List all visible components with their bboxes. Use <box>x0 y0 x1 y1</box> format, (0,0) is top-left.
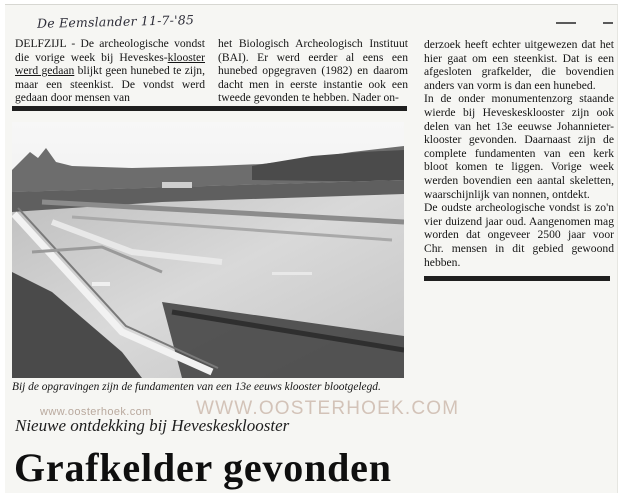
article-text: blijkt geen hunebed te zijn, maar een steenkist. De vondst werd gedaan door mensen van <box>15 64 205 105</box>
clipping-edge-mark <box>603 22 613 24</box>
column-divider-rule <box>12 106 407 111</box>
article-paragraph: het Biologisch Archeologisch Instituut (BAI). Er werd eerder al eens een hunebed opgegraven (1982) en daarom dacht men in eerste instantie ook een tweede gevonden te hebben. Nader on- <box>218 37 408 105</box>
article-headline: Grafkelder gevonden <box>14 445 392 490</box>
article-text-underlined: klooster <box>167 50 205 64</box>
watermark-large-url: WWW.OOSTERHOEK.COM <box>196 398 460 419</box>
article-subheadline: Nieuwe ontdekking bij Heveskesklooster <box>15 416 290 435</box>
handwritten-date-note: De Eemslander 11-7-'85 <box>36 12 195 31</box>
excavation-photo <box>12 122 404 378</box>
article-text-underlined: werd gedaan <box>15 64 75 78</box>
article-paragraph: De oudste archeologische vondst is zo'n vier duizend jaar oud. Aangenomen mag worden dat ongeveer 2500 jaar voor Chr. mensen in dit gebied gewoond hebben. <box>424 201 614 269</box>
watermark-small-url: www.oosterhoek.com <box>40 406 152 418</box>
article-paragraph: derzoek heeft echter uitgewezen dat het hier gaat om een steenkist. Dat is een afgesloten grafkelder, die bovendien anders van vorm is dan een hunebed. <box>424 38 614 92</box>
column-end-rule <box>424 276 610 281</box>
excavation-photo-image <box>12 122 404 378</box>
article-text: DELFZIJL - De archeologische vondst die vorige week bij Heveskes- <box>15 37 205 64</box>
article-paragraph: In de onder monumentenzorg staande wierde bij Heveskesklooster zijn ook delen van het 13e eeuwse Johannieter-klooster gevonden. Daarnaast zijn de complete fundamenten van een kerk bloot komen te liggen. Vorige week werden bovendien een aantal skeletten, waarschijnlijk van nonnen, ontdekt. <box>424 92 614 201</box>
article-column-2 <box>218 37 408 105</box>
article-column-1 <box>15 37 205 105</box>
photo-caption: Bij de opgravingen zijn de fundamenten van een 13e eeuws klooster blootgelegd. <box>12 381 381 393</box>
article-paragraph <box>15 37 205 105</box>
clipping-edge-mark <box>556 22 576 24</box>
article-column-3 <box>424 38 614 269</box>
